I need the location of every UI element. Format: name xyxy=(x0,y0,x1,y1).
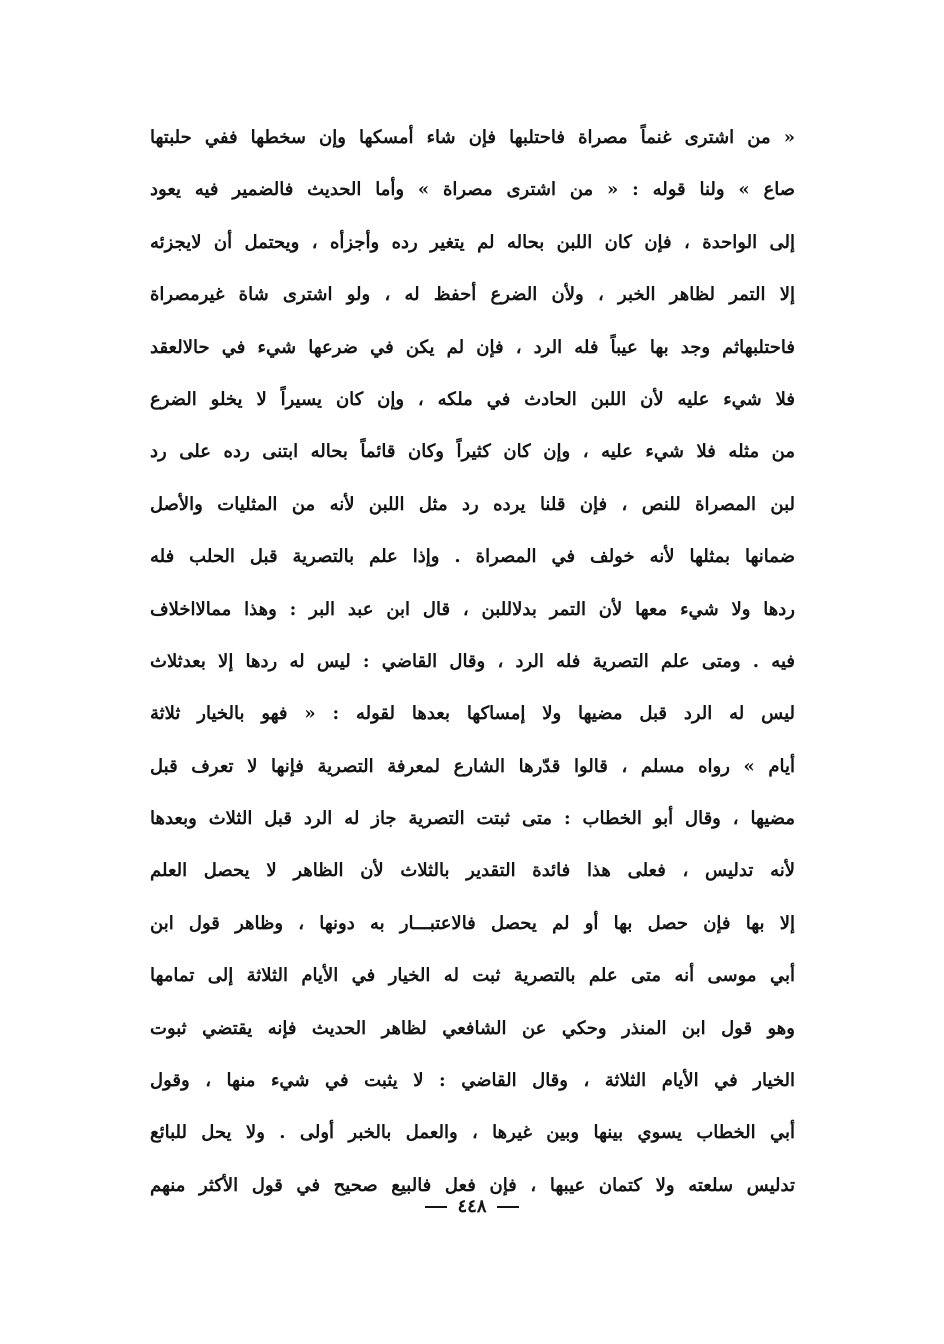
text-line: فلا شيء عليه لأن اللبن الحادث في ملكه ، وإن كان يسيراً لا يخلو الضرع xyxy=(150,388,795,410)
text-line: أبي الخطاب يسوي بينها وبين غيرها ، والعمل بالخبر أولى . ولا يحل للبائع xyxy=(150,1122,795,1144)
text-line: تدليس سلعته ولا كتمان عيبها ، فإن فعل فالبيع صحيح في قول الأكثر منهم xyxy=(150,1174,795,1196)
text-line: ليس له الرد قبل مضيها ولا إمساكها بعدها لقوله : « فهو بالخيار ثلاثة xyxy=(150,703,795,725)
text-line: إلا بها فإن حصل بها أو لم يحصل فالاعتبـــار به دونها ، وظاهر قول ابن xyxy=(150,912,795,934)
dash-left-decoration xyxy=(497,1206,519,1208)
text-line: ردها ولا شيء معها لأن التمر بدلاللبن ، قال ابن عبد البر : وهذا ممالااخلاف xyxy=(150,598,795,620)
dash-right-decoration xyxy=(425,1206,447,1208)
text-line: لأنه تدليس ، فعلى هذا فائدة التقدير بالثلاث لأن الظاهر لا يحصل العلم xyxy=(150,860,795,882)
text-line: « من اشترى غنماً مصراة فاحتلبها فإن شاء أمسكها وإن سخطها ففي حلبتها xyxy=(150,127,795,148)
page-number: ٤٤٨ xyxy=(457,1196,487,1217)
text-line: صاع » ولنا قوله : « من اشترى مصراة » وأما الحديث فالضمير فيه يعود xyxy=(150,179,795,201)
page-number-footer xyxy=(0,1193,944,1221)
text-line: إلا التمر لظاهر الخبر ، ولأن الضرع أحفظ له ، ولو اشترى شاة غيرمصراة xyxy=(150,284,795,306)
text-line: أيام » رواه مسلم ، قالوا قدّرها الشارع لمعرفة التصرية فإنها لا تعرف قبل xyxy=(150,755,795,777)
text-line: ضمانها بمثلها لأنه خولف في المصراة . وإذا علم بالتصرية قبل الحلب فله xyxy=(150,546,795,568)
text-line: إلى الواحدة ، فإن كان اللبن بحاله لم يتغير رده وأجزأه ، ويحتمل أن لايجزئه xyxy=(150,231,795,253)
text-line: وهو قول ابن المنذر وحكي عن الشافعي لظاهر الحديث فإنه يقتضي ثبوت xyxy=(150,1017,795,1039)
text-line: فيه . ومتى علم التصرية فله الرد ، وقال القاضي : ليس له ردها إلا بعدثلاث xyxy=(150,650,795,672)
text-line: لبن المصراة للنص ، فإن قلنا يرده رد مثل اللبن لأنه من المثليات والأصل xyxy=(150,493,795,515)
text-line: أبي موسى أنه متى علم بالتصرية ثبت له الخيار في الأيام الثلاثة إلى تمامها xyxy=(150,965,795,987)
text-line: من مثله فلا شيء عليه ، وإن كان كثيراً وكان قائماً بحاله ابتنى رده على رد xyxy=(150,441,795,463)
text-line: مضيها ، وقال أبو الخطاب : متى ثبتت التصرية جاز له الرد قبل الثلاث وبعدها xyxy=(150,808,795,830)
text-line: الخيار في الأيام الثلاثة ، وقال القاضي : لا يثبت في شيء منها ، وقول xyxy=(150,1070,795,1092)
text-line: فاحتلبهاثم وجد بها عيباً فله الرد ، فإن لم يكن في ضرعها شيء في حالالعقد xyxy=(150,336,795,358)
body-text xyxy=(150,112,795,1212)
